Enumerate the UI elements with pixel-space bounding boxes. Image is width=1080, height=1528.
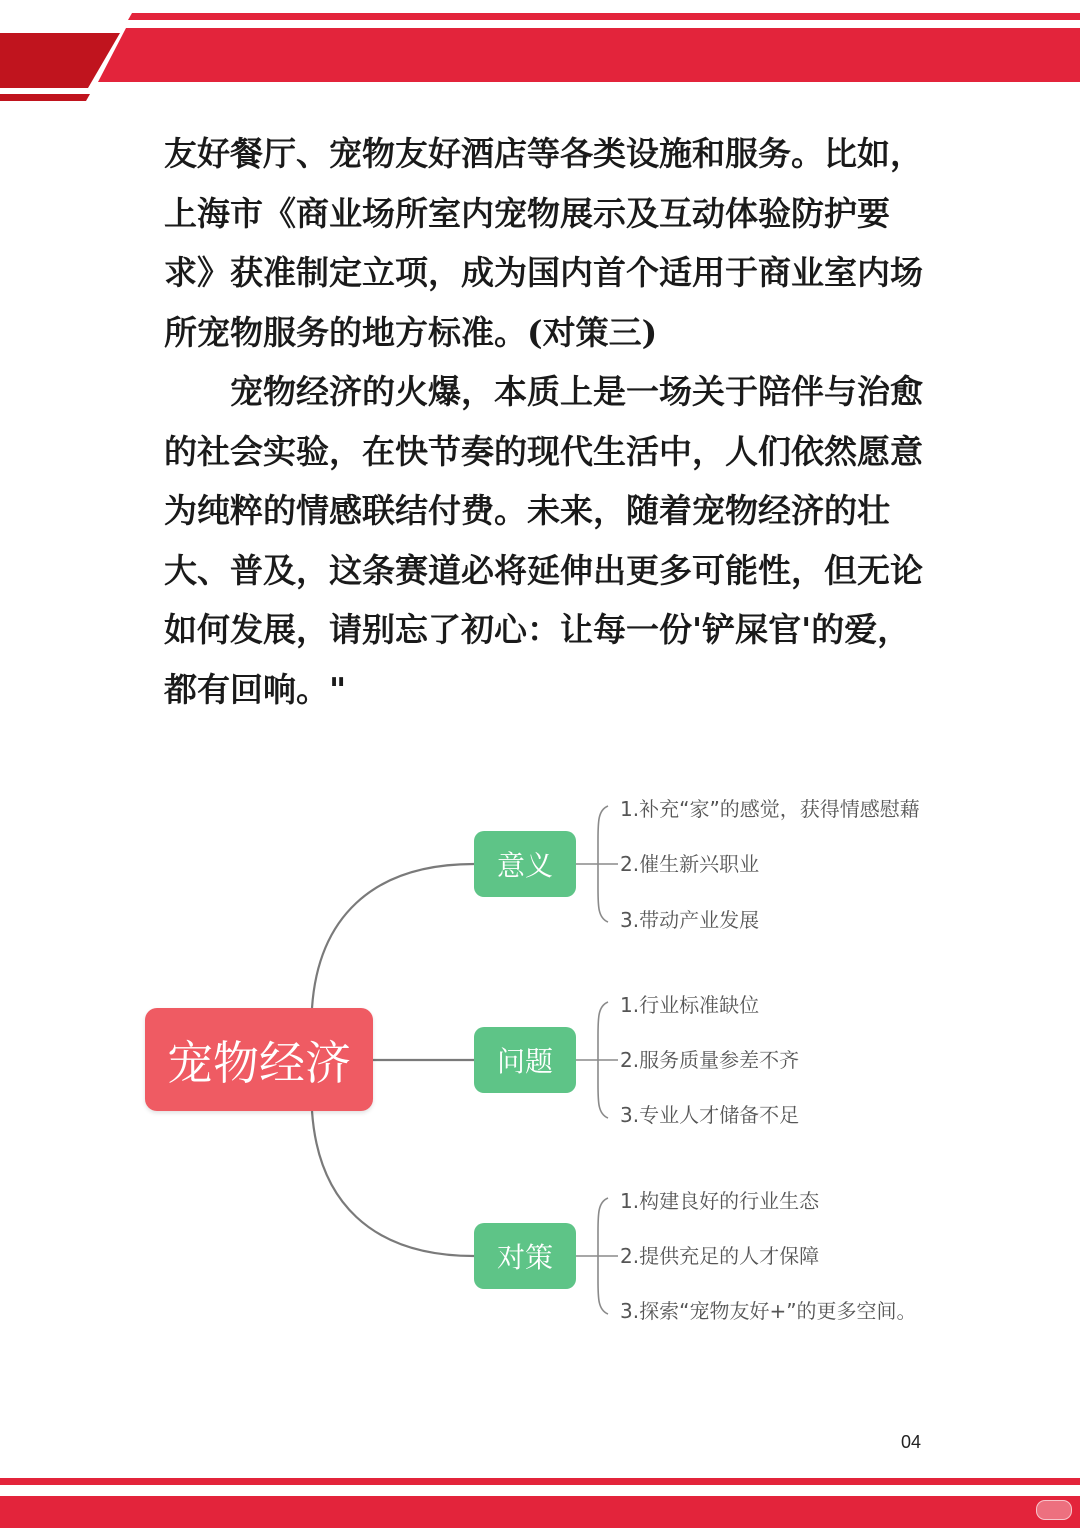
page-number: 04 xyxy=(901,1432,922,1452)
mindmap-leaf: 1.构建良好的行业生态 xyxy=(620,1189,820,1213)
footer-thin-line xyxy=(0,1478,1080,1485)
article-paragraph: 宠物经济的火爆，本质上是一场关于陪伴与治愈的社会实验，在快节奏的现代生活中，人们依然愿意为纯粹的情感联结付费。未来，随着宠物经济的壮大、普及，这条赛道必将延伸出更多可能性，但无论如何发展，请别忘了初心：让每一份'铲屎官'的爱，都有回响。" xyxy=(164,372,923,709)
mindmap-leaf: 2.提供充足的人才保障 xyxy=(620,1244,820,1268)
mindmap-branch-problems: 问题 xyxy=(474,1027,576,1093)
mindmap-root-node: 宠物经济 xyxy=(145,1008,373,1111)
mindmap-leaf: 1.行业标准缺位 xyxy=(620,993,760,1017)
footer-thick-band xyxy=(0,1496,1080,1528)
connector-root-yiyi xyxy=(312,864,474,1008)
mindmap-leaf: 1.补充“家”的感觉，获得情感慰藉 xyxy=(620,797,920,821)
mindmap-branch-significance: 意义 xyxy=(474,831,576,897)
article-paragraph: 友好餐厅、宠物友好酒店等各类设施和服务。比如，上海市《商业场所室内宠物展示及互动体验防护要求》获准制定立项，成为国内首个适用于商业室内场所宠物服务的地方标准。(对策三) xyxy=(164,134,923,352)
mindmap-leaf: 2.催生新兴职业 xyxy=(620,852,760,876)
mindmap-leaf: 3.探索“宠物友好+”的更多空间。 xyxy=(620,1299,917,1323)
watermark-badge-icon xyxy=(1036,1500,1072,1520)
mindmap-leaf: 3.带动产业发展 xyxy=(620,908,760,932)
mindmap-branch-countermeasures: 对策 xyxy=(474,1223,576,1289)
mindmap-leaf: 3.专业人才储备不足 xyxy=(620,1103,800,1127)
footer-banner xyxy=(0,1474,1080,1528)
mindmap-leaf: 2.服务质量参差不齐 xyxy=(620,1048,800,1072)
connector-root-duice xyxy=(312,1111,474,1256)
